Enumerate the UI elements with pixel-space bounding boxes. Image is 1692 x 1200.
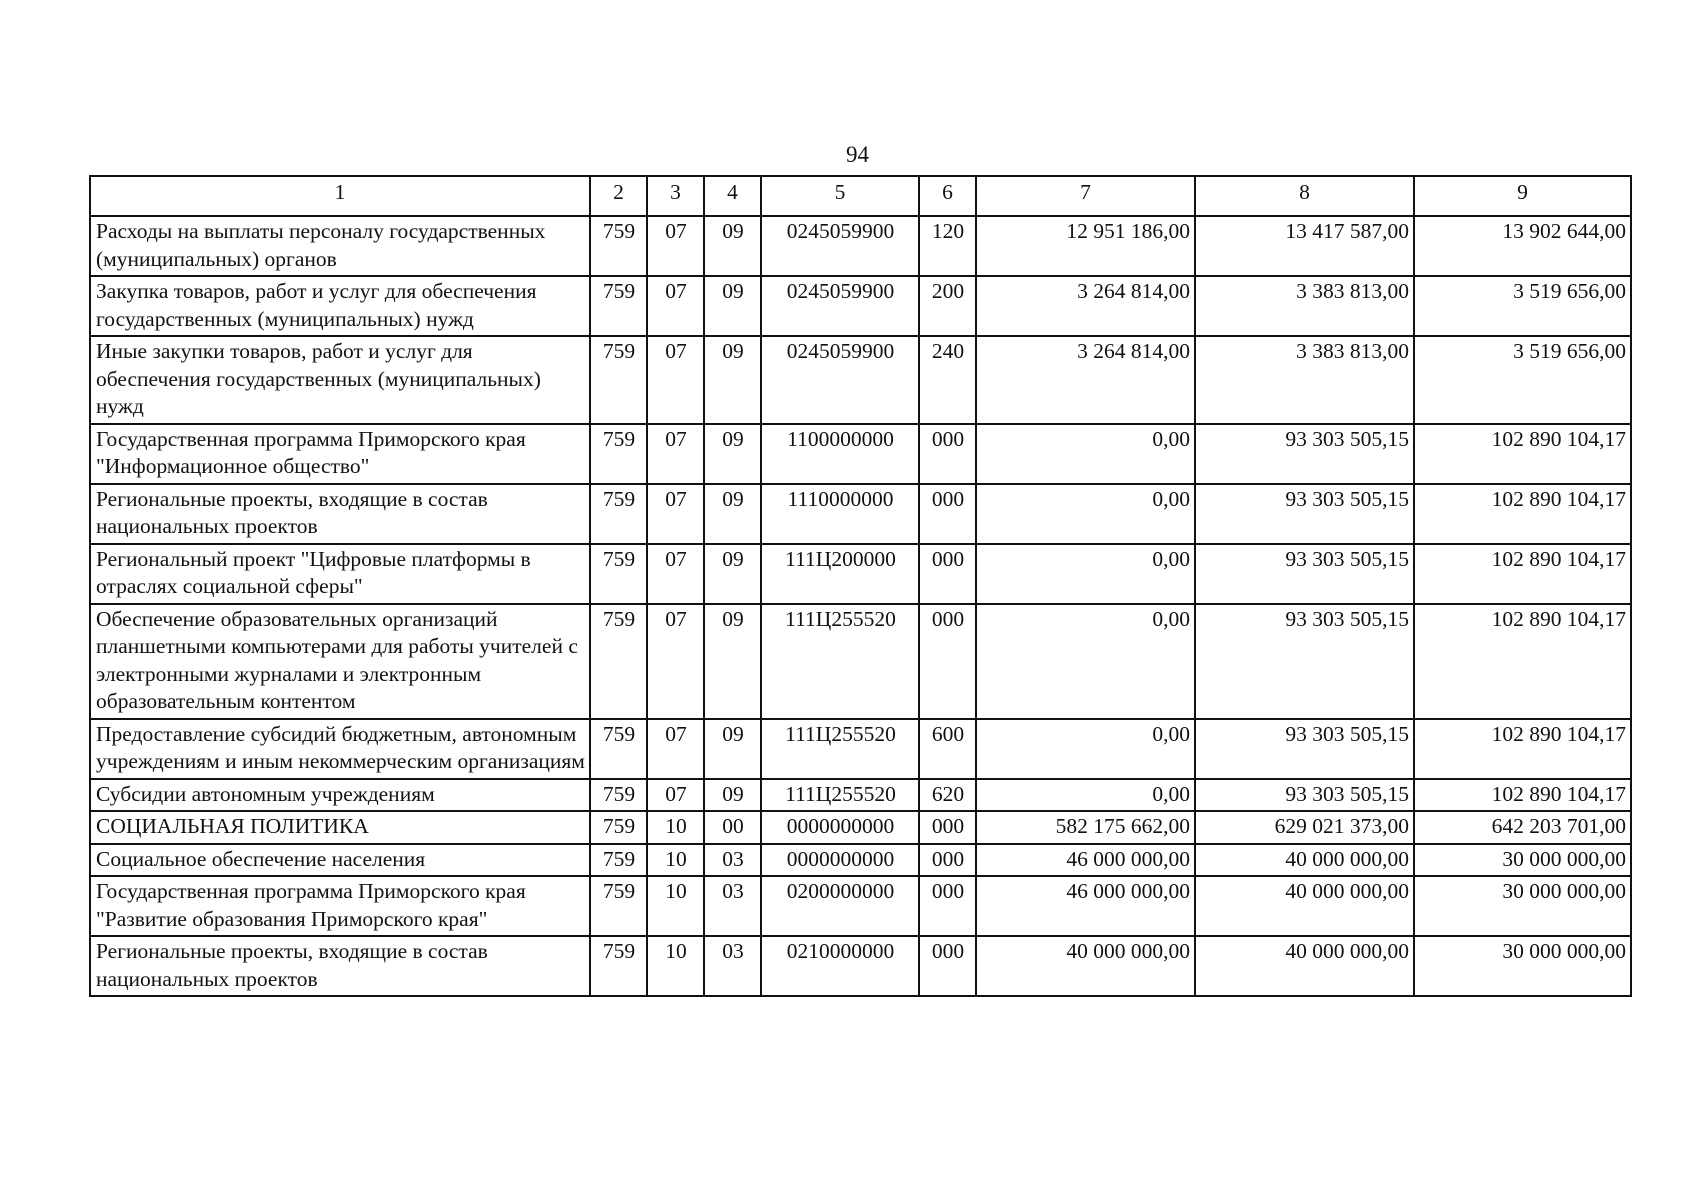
table-header-row — [90, 176, 1631, 216]
table-row — [90, 844, 1631, 877]
table-row — [90, 544, 1631, 604]
row-name-cell: Региональный проект "Цифровые платформы в отраслях социальной сферы" — [90, 544, 590, 604]
subsection-cell: 09 — [704, 544, 761, 604]
amount-cell: 30 000 000,00 — [1414, 876, 1631, 936]
target-article-cell: 1110000000 — [761, 484, 919, 544]
amount-cell: 102 890 104,17 — [1414, 779, 1631, 812]
amount-cell: 40 000 000,00 — [1195, 936, 1414, 996]
subsection-cell: 03 — [704, 876, 761, 936]
section-cell: 10 — [647, 876, 704, 936]
amount-cell: 102 890 104,17 — [1414, 604, 1631, 719]
row-name-cell: Региональные проекты, входящие в состав национальных проектов — [90, 936, 590, 996]
amount-cell: 3 383 813,00 — [1195, 336, 1414, 424]
subsection-cell: 09 — [704, 276, 761, 336]
expense-type-cell: 240 — [919, 336, 976, 424]
amount-cell: 40 000 000,00 — [1195, 844, 1414, 877]
expense-type-cell: 000 — [919, 811, 976, 844]
amount-cell: 3 519 656,00 — [1414, 276, 1631, 336]
code-cell: 759 — [590, 484, 647, 544]
target-article-cell: 111Ц255520 — [761, 719, 919, 779]
amount-cell: 93 303 505,15 — [1195, 719, 1414, 779]
section-cell: 07 — [647, 484, 704, 544]
row-name-cell: Предоставление субсидий бюджетным, автономным учреждениям и иным некоммерческим организациям — [90, 719, 590, 779]
table-row — [90, 936, 1631, 996]
subsection-cell: 09 — [704, 336, 761, 424]
amount-cell: 102 890 104,17 — [1414, 544, 1631, 604]
code-cell: 759 — [590, 719, 647, 779]
table-row — [90, 719, 1631, 779]
target-article-cell: 0000000000 — [761, 811, 919, 844]
row-name-cell: Региональные проекты, входящие в состав национальных проектов — [90, 484, 590, 544]
amount-cell: 0,00 — [976, 544, 1195, 604]
expense-type-cell: 600 — [919, 719, 976, 779]
expense-type-cell: 000 — [919, 876, 976, 936]
table-row — [90, 276, 1631, 336]
section-cell: 07 — [647, 604, 704, 719]
column-header: 1 — [90, 176, 590, 216]
section-cell: 07 — [647, 544, 704, 604]
section-cell: 10 — [647, 936, 704, 996]
row-name-cell: Расходы на выплаты персоналу государственных (муниципальных) органов — [90, 216, 590, 276]
amount-cell: 3 264 814,00 — [976, 276, 1195, 336]
amount-cell: 0,00 — [976, 779, 1195, 812]
amount-cell: 582 175 662,00 — [976, 811, 1195, 844]
amount-cell: 30 000 000,00 — [1414, 936, 1631, 996]
row-name-cell: Иные закупки товаров, работ и услуг для обеспечения государственных (муниципальных) нужд — [90, 336, 590, 424]
code-cell: 759 — [590, 779, 647, 812]
amount-cell: 0,00 — [976, 424, 1195, 484]
amount-cell: 93 303 505,15 — [1195, 604, 1414, 719]
code-cell: 759 — [590, 276, 647, 336]
subsection-cell: 03 — [704, 936, 761, 996]
target-article-cell: 111Ц255520 — [761, 604, 919, 719]
section-cell: 10 — [647, 811, 704, 844]
amount-cell: 93 303 505,15 — [1195, 424, 1414, 484]
column-header: 4 — [704, 176, 761, 216]
expense-type-cell: 000 — [919, 544, 976, 604]
amount-cell: 0,00 — [976, 719, 1195, 779]
table-row — [90, 604, 1631, 719]
amount-cell: 0,00 — [976, 604, 1195, 719]
amount-cell: 40 000 000,00 — [976, 936, 1195, 996]
target-article-cell: 1100000000 — [761, 424, 919, 484]
table-row — [90, 779, 1631, 812]
code-cell: 759 — [590, 811, 647, 844]
column-header: 9 — [1414, 176, 1631, 216]
section-cell: 07 — [647, 216, 704, 276]
column-header: 6 — [919, 176, 976, 216]
code-cell: 759 — [590, 604, 647, 719]
expense-type-cell: 000 — [919, 484, 976, 544]
table-body — [90, 216, 1631, 996]
column-header: 7 — [976, 176, 1195, 216]
section-cell: 07 — [647, 336, 704, 424]
amount-cell: 3 264 814,00 — [976, 336, 1195, 424]
amount-cell: 40 000 000,00 — [1195, 876, 1414, 936]
target-article-cell: 0210000000 — [761, 936, 919, 996]
subsection-cell: 03 — [704, 844, 761, 877]
table-row — [90, 811, 1631, 844]
code-cell: 759 — [590, 544, 647, 604]
code-cell: 759 — [590, 936, 647, 996]
column-header: 3 — [647, 176, 704, 216]
code-cell: 759 — [590, 424, 647, 484]
row-name-cell: СОЦИАЛЬНАЯ ПОЛИТИКА — [90, 811, 590, 844]
amount-cell: 629 021 373,00 — [1195, 811, 1414, 844]
row-name-cell: Закупка товаров, работ и услуг для обеспечения государственных (муниципальных) нужд — [90, 276, 590, 336]
table-row — [90, 484, 1631, 544]
code-cell: 759 — [590, 844, 647, 877]
table-row — [90, 216, 1631, 276]
amount-cell: 102 890 104,17 — [1414, 719, 1631, 779]
row-name-cell: Социальное обеспечение населения — [90, 844, 590, 877]
expense-type-cell: 000 — [919, 844, 976, 877]
subsection-cell: 09 — [704, 484, 761, 544]
page-number: 94 — [846, 142, 869, 167]
target-article-cell: 0245059900 — [761, 216, 919, 276]
target-article-cell: 111Ц200000 — [761, 544, 919, 604]
expense-type-cell: 000 — [919, 936, 976, 996]
row-name-cell: Государственная программа Приморского края "Развитие образования Приморского края" — [90, 876, 590, 936]
table-row — [90, 336, 1631, 424]
table-row — [90, 424, 1631, 484]
expense-type-cell: 120 — [919, 216, 976, 276]
target-article-cell: 0245059900 — [761, 276, 919, 336]
subsection-cell: 09 — [704, 424, 761, 484]
amount-cell: 93 303 505,15 — [1195, 779, 1414, 812]
column-header: 5 — [761, 176, 919, 216]
section-cell: 10 — [647, 844, 704, 877]
section-cell: 07 — [647, 779, 704, 812]
amount-cell: 46 000 000,00 — [976, 844, 1195, 877]
amount-cell: 102 890 104,17 — [1414, 424, 1631, 484]
section-cell: 07 — [647, 276, 704, 336]
amount-cell: 3 383 813,00 — [1195, 276, 1414, 336]
budget-table — [89, 175, 1632, 997]
subsection-cell: 09 — [704, 779, 761, 812]
table-row — [90, 876, 1631, 936]
expense-type-cell: 620 — [919, 779, 976, 812]
column-header: 8 — [1195, 176, 1414, 216]
row-name-cell: Субсидии автономным учреждениям — [90, 779, 590, 812]
target-article-cell: 0245059900 — [761, 336, 919, 424]
amount-cell: 0,00 — [976, 484, 1195, 544]
subsection-cell: 09 — [704, 216, 761, 276]
subsection-cell: 09 — [704, 604, 761, 719]
section-cell: 07 — [647, 719, 704, 779]
row-name-cell: Государственная программа Приморского края "Информационное общество" — [90, 424, 590, 484]
expense-type-cell: 000 — [919, 424, 976, 484]
subsection-cell: 09 — [704, 719, 761, 779]
target-article-cell: 111Ц255520 — [761, 779, 919, 812]
row-name-cell: Обеспечение образовательных организаций планшетными компьютерами для работы учителей с электронными журналами и электронным образовательным контентом — [90, 604, 590, 719]
expense-type-cell: 000 — [919, 604, 976, 719]
code-cell: 759 — [590, 336, 647, 424]
target-article-cell: 0000000000 — [761, 844, 919, 877]
amount-cell: 13 902 644,00 — [1414, 216, 1631, 276]
amount-cell: 93 303 505,15 — [1195, 544, 1414, 604]
amount-cell: 12 951 186,00 — [976, 216, 1195, 276]
amount-cell: 30 000 000,00 — [1414, 844, 1631, 877]
code-cell: 759 — [590, 876, 647, 936]
amount-cell: 642 203 701,00 — [1414, 811, 1631, 844]
code-cell: 759 — [590, 216, 647, 276]
column-header: 2 — [590, 176, 647, 216]
amount-cell: 93 303 505,15 — [1195, 484, 1414, 544]
amount-cell: 3 519 656,00 — [1414, 336, 1631, 424]
subsection-cell: 00 — [704, 811, 761, 844]
section-cell: 07 — [647, 424, 704, 484]
amount-cell: 102 890 104,17 — [1414, 484, 1631, 544]
expense-type-cell: 200 — [919, 276, 976, 336]
target-article-cell: 0200000000 — [761, 876, 919, 936]
amount-cell: 13 417 587,00 — [1195, 216, 1414, 276]
amount-cell: 46 000 000,00 — [976, 876, 1195, 936]
